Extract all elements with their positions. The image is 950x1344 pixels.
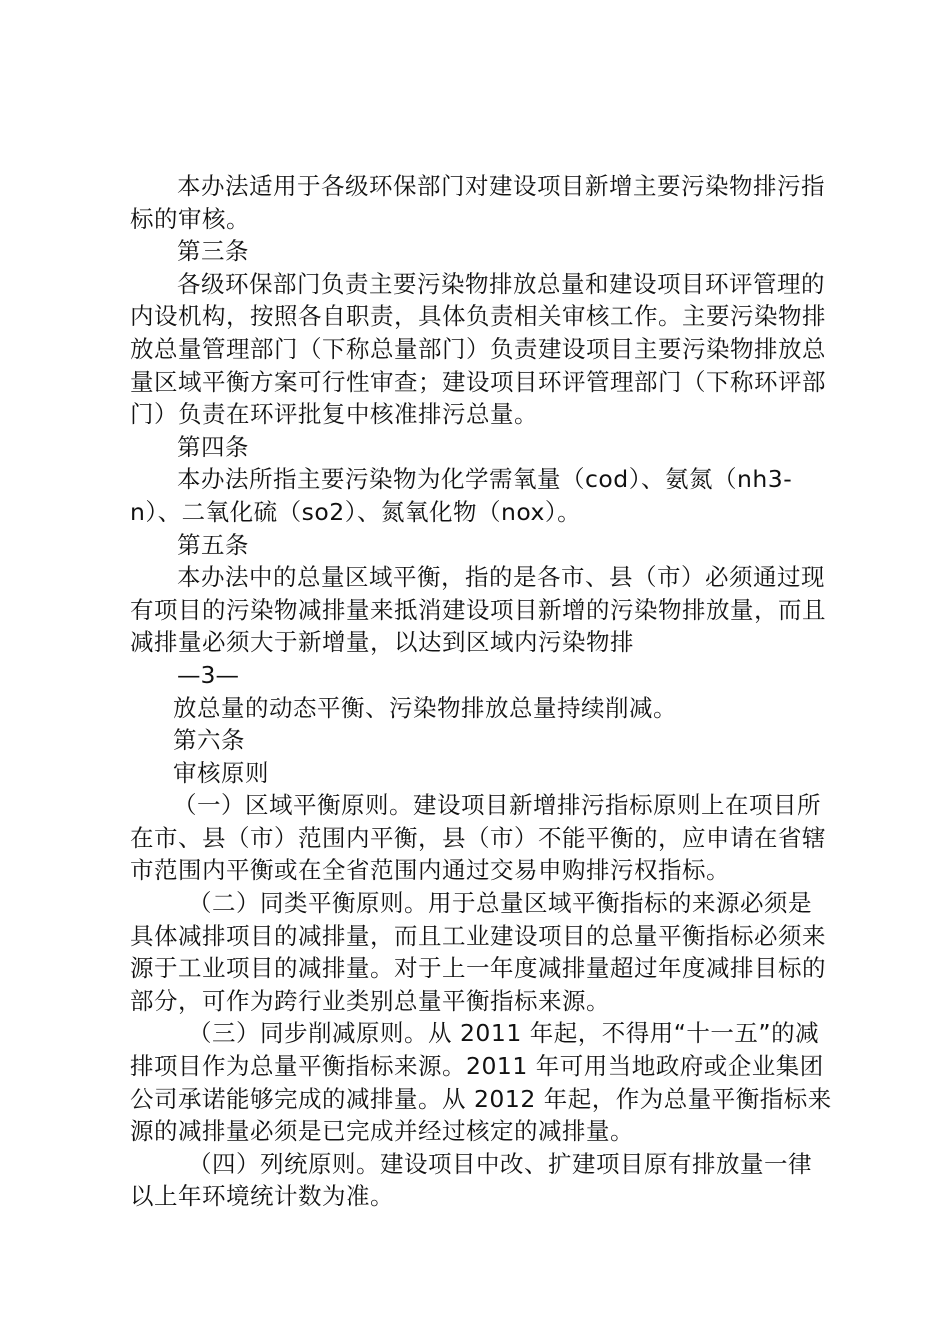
principle-synchronous-reduction: （三）同步削减原则。从 2011 年起，不得用“十一五”的减排项目作为总量平衡指标来源。2011 年可用当地政府或企业集团公司承诺能够完成的减排量。从 2012 年起，作为总量平衡指标来源的减排量必须是已完成并经过核定的减排量。 [130, 1019, 832, 1146]
paragraph-scope: 本办法适用于各级环保部门对建设项目新增主要污染物排污指标的审核。 [130, 172, 825, 233]
paragraph-pollutants: 本办法所指主要污染物为化学需氧量（cod）、氨氮（nh3-n）、二氧化硫（so2）、氮氧化物（nox）。 [130, 465, 793, 526]
article-5-heading: 第五条 [177, 530, 249, 559]
principle-statistics: （四）列统原则。建设项目中改、扩建项目原有排放量一律以上年环境统计数为准。 [130, 1149, 812, 1211]
article-3-heading: 第三条 [177, 237, 249, 266]
principle-regional-balance: （一）区域平衡原则。建设项目新增排污指标原则上在项目所在市、县（市）范围内平衡，县（市）不能平衡的，应申请在省辖市范围内平衡或在全省范围内通过交易申购排污权指标。 [130, 791, 826, 885]
document-page [130, 170, 834, 1213]
page-number: —3— [177, 660, 239, 689]
paragraph-regional-balance-continued: 放总量的动态平衡、污染物排放总量持续削减。 [173, 693, 677, 722]
review-principles-title: 审核原则 [173, 758, 269, 787]
principle-same-type-balance: （二）同类平衡原则。用于总量区域平衡指标的来源必须是具体减排项目的减排量，而且工业建设项目的总量平衡指标必须来源于工业项目的减排量。对于上一年度减排量超过年度减排目标的部分，可作为跨行业类别总量平衡指标来源。 [130, 889, 826, 1015]
article-6-heading: 第六条 [173, 726, 245, 755]
paragraph-responsibilities: 各级环保部门负责主要污染物排放总量和建设项目环评管理的内设机构，按照各自职责，具体负责相关审核工作。主要污染物排放总量管理部门（下称总量部门）负责建设项目主要污染物排放总量区域平衡方案可行性审查；建设项目环评管理部门（下称环评部门）负责在环评批复中核准排污总量。 [130, 269, 826, 429]
paragraph-regional-balance: 本办法中的总量区域平衡，指的是各市、县（市）必须通过现有项目的污染物减排量来抵消建设项目新增的污染物排放量，而且减排量必须大于新增量，以达到区域内污染物排 [130, 563, 826, 657]
article-4-heading: 第四条 [177, 432, 249, 461]
